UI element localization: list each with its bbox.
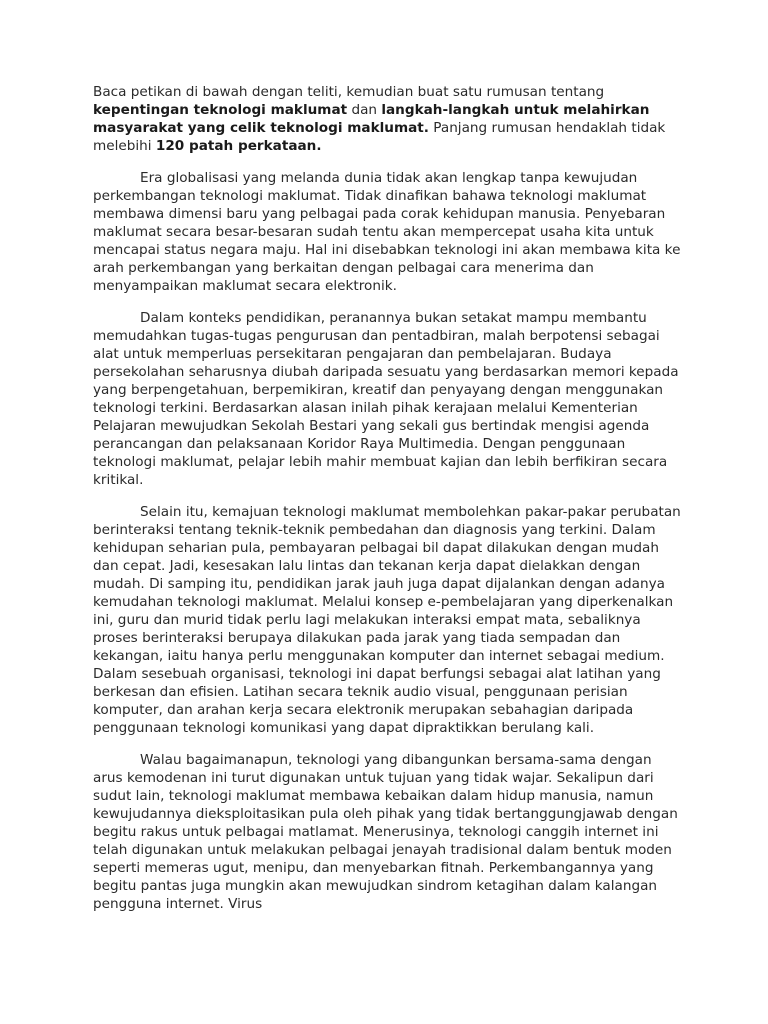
paragraph-globalisasi: Era globalisasi yang melanda dunia tidak akan lengkap tanpa kewujudan perkembangan teknologi maklumat. Tidak dinafikan bahawa teknologi maklumat membawa dimensi baru yang pelbagai pada corak kehidupan manusia. Penyebaran maklumat secara besar-besaran sudah tentu akan mempercepat usaha kita untuk mencapai status negara maju. Hal ini disebabkan teknologi ini akan membawa kita ke arah perkembangan yang berkaitan dengan pelbagai cara menerima dan menyampaikan maklumat secara elektronik.	[93, 170, 681, 294]
paragraph-kemajuan: Selain itu, kemajuan teknologi maklumat membolehkan pakar-pakar perubatan berinteraksi tentang teknik-teknik pembedahan dan diagnosis yang terkini. Dalam kehidupan seharian pula, pembayaran pelbagai bil dapat dilakukan dengan mudah dan cepat. Jadi, kesesakan lalu lintas dan tekanan kerja dapat dielakkan dengan mudah. Di samping itu, pendidikan jarak jauh juga dapat dijalankan dengan adanya kemudahan teknologi maklumat. Melalui konsep e-pembelajaran yang diperkenalkan ini, guru dan murid tidak perlu lagi melakukan interaksi empat mata, sebaliknya proses berinteraksi berupaya dilakukan pada jarak yang tiada sempadan dan kekangan, iaitu hanya perlu menggunakan komputer dan internet sebagai medium. Dalam sesebuah organisasi, teknologi ini dapat berfungsi sebagai alat latihan yang berkesan dan efisien. Latihan secara teknik audio visual, penggunaan perisian komputer, dan arahan kerja secara elektronik merupakan sebahagian daripada penggunaan teknologi komunikasi yang dapat dipraktikkan berulang kali.	[93, 504, 681, 736]
document-page	[93, 83, 683, 927]
instruction-part-3: Panjang rumusan hendaklah tidak melebihi	[93, 120, 666, 154]
paragraph-keburukan: Walau bagaimanapun, teknologi yang dibangunkan bersama-sama dengan arus kemodenan ini turut digunakan untuk tujuan yang tidak wajar. Sekalipun dari sudut lain, teknologi maklumat membawa kebaikan dalam hidup manusia, namun kewujudannya dieksploitasikan pula oleh pihak yang tidak bertanggungjawab dengan begitu rakus untuk pelbagai matlamat. Menerusinya, teknologi canggih internet ini telah digunakan untuk melakukan pelbagai jenayah tradisional dalam bentuk moden seperti memeras ugut, menipu, dan menyebarkan fitnah. Perkembangannya yang begitu pantas juga mungkin akan mewujudkan sindrom ketagihan dalam kalangan pengguna internet. Virus	[93, 752, 678, 912]
instruction-part-1: Baca petikan di bawah dengan teliti, kemudian buat satu rumusan tentang	[93, 84, 605, 100]
instruction-text	[93, 83, 683, 155]
instruction-bold-1: kepentingan teknologi maklumat	[93, 102, 348, 118]
paragraph-pendidikan: Dalam konteks pendidikan, peranannya bukan setakat mampu membantu memudahkan tugas-tugas pengurusan dan pentadbiran, malah berpotensi sebagai alat untuk memperluas persekitaran pengajaran dan pembelajaran. Budaya persekolahan seharusnya diubah daripada sesuatu yang berdasarkan memori kepada yang berpengetahuan, berpemikiran, kreatif dan penyayang dengan menggunakan teknologi terkini. Berdasarkan alasan inilah pihak kerajaan melalui Kementerian Pelajaran mewujudkan Sekolah Bestari yang sekali gus bertindak mengisi agenda perancangan dan pelaksanaan Koridor Raya Multimedia. Dengan penggunaan teknologi maklumat, pelajar lebih mahir membuat kajian dan lebih berfikiran secara kritikal.	[93, 310, 679, 488]
instruction-bold-2: langkah-langkah untuk melahirkan masyarakat yang celik teknologi maklumat.	[93, 102, 650, 136]
instruction-bold-3: 120 patah perkataan.	[155, 138, 322, 154]
instruction-part-2: dan	[347, 102, 382, 118]
